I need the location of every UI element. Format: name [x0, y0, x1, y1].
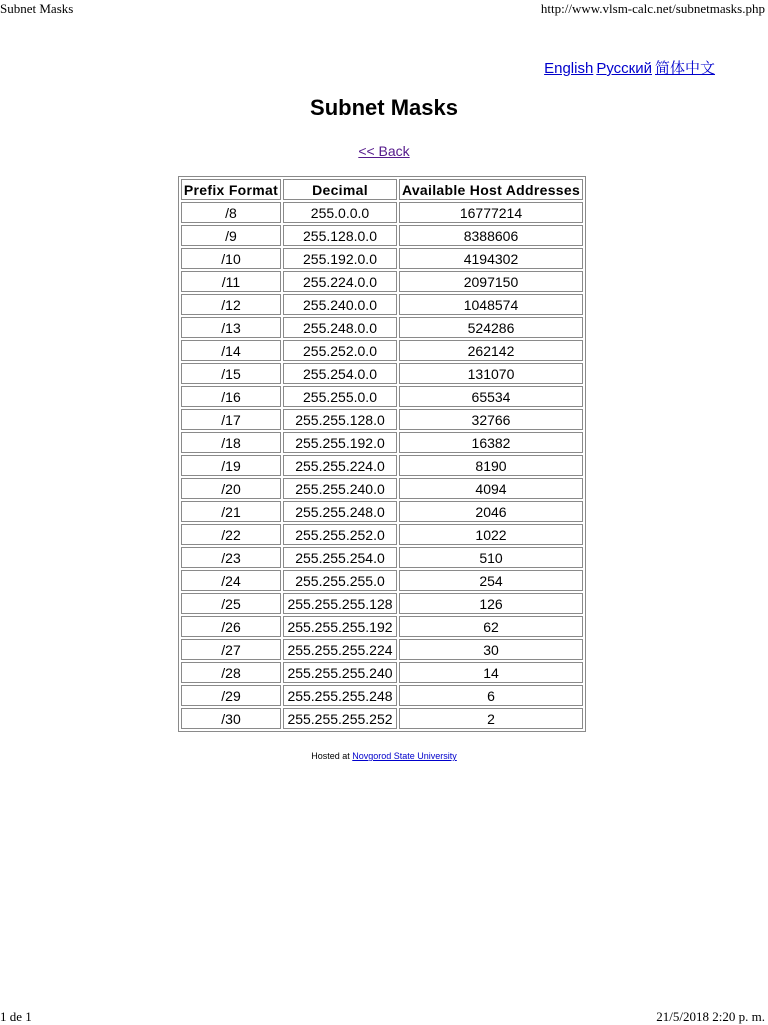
- hosted-university-link[interactable]: Novgorod State University: [352, 751, 457, 761]
- table-row: [181, 225, 583, 246]
- decimal-cell: 255.254.0.0: [283, 363, 397, 384]
- prefix-cell: /13: [181, 317, 281, 338]
- decimal-cell: 255.252.0.0: [283, 340, 397, 361]
- prefix-cell: /26: [181, 616, 281, 637]
- decimal-cell: 255.255.254.0: [283, 547, 397, 568]
- prefix-cell: /14: [181, 340, 281, 361]
- decimal-cell: 255.255.192.0: [283, 432, 397, 453]
- table-row: [181, 478, 583, 499]
- hosts-cell: 524286: [399, 317, 583, 338]
- decimal-cell: 255.192.0.0: [283, 248, 397, 269]
- hosted-prefix: Hosted at: [311, 751, 350, 761]
- decimal-cell: 255.224.0.0: [283, 271, 397, 292]
- hosts-cell: 2046: [399, 501, 583, 522]
- table-row: [181, 271, 583, 292]
- back-link-container: [0, 143, 768, 159]
- print-footer-page: 1 de 1: [0, 1009, 32, 1024]
- decimal-cell: 255.255.248.0: [283, 501, 397, 522]
- prefix-cell: /19: [181, 455, 281, 476]
- table-row: [181, 593, 583, 614]
- decimal-cell: 255.255.0.0: [283, 386, 397, 407]
- header-decimal: Decimal: [283, 179, 397, 200]
- prefix-cell: /28: [181, 662, 281, 683]
- hosts-cell: 2: [399, 708, 583, 729]
- hosts-cell: 262142: [399, 340, 583, 361]
- table-row: [181, 455, 583, 476]
- hosts-cell: 1022: [399, 524, 583, 545]
- hosts-cell: 30: [399, 639, 583, 660]
- decimal-cell: 255.255.255.128: [283, 593, 397, 614]
- hosts-cell: 65534: [399, 386, 583, 407]
- header-available-hosts: Available Host Addresses: [399, 179, 583, 200]
- table-row: [181, 639, 583, 660]
- decimal-cell: 255.0.0.0: [283, 202, 397, 223]
- table-header-row: [181, 179, 583, 200]
- table-row: [181, 616, 583, 637]
- header-prefix-format: Prefix Format: [181, 179, 281, 200]
- table-row: [181, 409, 583, 430]
- table-row: [181, 708, 583, 729]
- decimal-cell: 255.255.224.0: [283, 455, 397, 476]
- print-header-title: Subnet Masks: [0, 1, 74, 16]
- table-row: [181, 202, 583, 223]
- decimal-cell: 255.255.255.252: [283, 708, 397, 729]
- subnet-mask-table: [178, 176, 586, 732]
- prefix-cell: /16: [181, 386, 281, 407]
- decimal-cell: 255.255.240.0: [283, 478, 397, 499]
- decimal-cell: 255.255.255.224: [283, 639, 397, 660]
- prefix-cell: /11: [181, 271, 281, 292]
- prefix-cell: /21: [181, 501, 281, 522]
- table-row: [181, 432, 583, 453]
- print-header-url: http://www.vlsm-calc.net/subnetmasks.php: [540, 1, 765, 16]
- table-body: [181, 202, 583, 729]
- prefix-cell: /25: [181, 593, 281, 614]
- table-row: [181, 524, 583, 545]
- prefix-cell: /30: [181, 708, 281, 729]
- hosts-cell: 62: [399, 616, 583, 637]
- table-row: [181, 248, 583, 269]
- decimal-cell: 255.255.255.248: [283, 685, 397, 706]
- table-row: [181, 501, 583, 522]
- prefix-cell: /22: [181, 524, 281, 545]
- table-row: [181, 294, 583, 315]
- language-link-russian[interactable]: Русский: [596, 60, 652, 77]
- print-footer-datetime: 21/5/2018 2:20 p. m.: [656, 1009, 765, 1024]
- hosts-cell: 254: [399, 570, 583, 591]
- decimal-cell: 255.255.255.240: [283, 662, 397, 683]
- hosted-note: [0, 751, 768, 761]
- table-row: [181, 363, 583, 384]
- hosts-cell: 8190: [399, 455, 583, 476]
- language-link-english[interactable]: English: [544, 60, 594, 77]
- hosts-cell: 16382: [399, 432, 583, 453]
- hosts-cell: 510: [399, 547, 583, 568]
- decimal-cell: 255.240.0.0: [283, 294, 397, 315]
- hosts-cell: 131070: [399, 363, 583, 384]
- table-row: [181, 340, 583, 361]
- back-link[interactable]: << Back: [358, 143, 410, 159]
- prefix-cell: /17: [181, 409, 281, 430]
- prefix-cell: /18: [181, 432, 281, 453]
- hosts-cell: 4094: [399, 478, 583, 499]
- hosts-cell: 6: [399, 685, 583, 706]
- language-link-chinese[interactable]: 简体中文: [654, 60, 715, 77]
- table-row: [181, 685, 583, 706]
- page-title: Subnet Masks: [310, 95, 458, 120]
- hosts-cell: 1048574: [399, 294, 583, 315]
- table-row: [181, 662, 583, 683]
- decimal-cell: 255.128.0.0: [283, 225, 397, 246]
- decimal-cell: 255.255.252.0: [283, 524, 397, 545]
- prefix-cell: /29: [181, 685, 281, 706]
- hosts-cell: 32766: [399, 409, 583, 430]
- table-row: [181, 570, 583, 591]
- decimal-cell: 255.255.255.0: [283, 570, 397, 591]
- prefix-cell: /12: [181, 294, 281, 315]
- table-row: [181, 547, 583, 568]
- hosts-cell: 126: [399, 593, 583, 614]
- hosts-cell: 2097150: [399, 271, 583, 292]
- table-row: [181, 317, 583, 338]
- hosts-cell: 14: [399, 662, 583, 683]
- prefix-cell: /15: [181, 363, 281, 384]
- decimal-cell: 255.255.128.0: [283, 409, 397, 430]
- decimal-cell: 255.248.0.0: [283, 317, 397, 338]
- language-links: [541, 57, 715, 78]
- prefix-cell: /20: [181, 478, 281, 499]
- decimal-cell: 255.255.255.192: [283, 616, 397, 637]
- table-row: [181, 386, 583, 407]
- prefix-cell: /23: [181, 547, 281, 568]
- hosts-cell: 16777214: [399, 202, 583, 223]
- prefix-cell: /9: [181, 225, 281, 246]
- hosts-cell: 8388606: [399, 225, 583, 246]
- prefix-cell: /8: [181, 202, 281, 223]
- prefix-cell: /10: [181, 248, 281, 269]
- prefix-cell: /27: [181, 639, 281, 660]
- hosts-cell: 4194302: [399, 248, 583, 269]
- prefix-cell: /24: [181, 570, 281, 591]
